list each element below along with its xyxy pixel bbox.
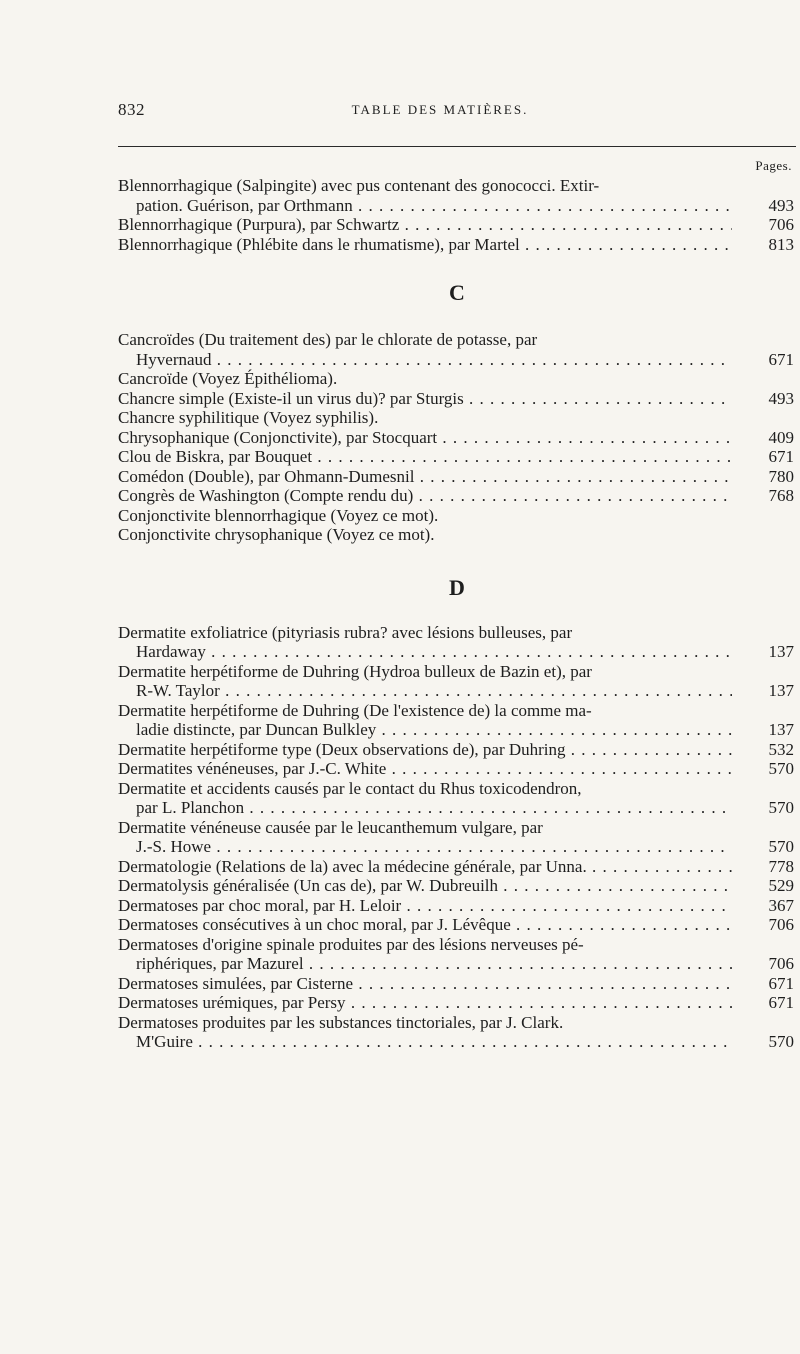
entry-page-number: 137 [768, 681, 794, 700]
index-entry [118, 876, 796, 896]
entry-text-line: M'Guire . . . [118, 1032, 732, 1052]
entry-text-line: J.-S. Howe . . . [118, 837, 732, 857]
entry-text-line: Dermatoses consécutives à un choc moral, par J. Lévêque . . . [118, 915, 732, 935]
entry-text-line: Clou de Biskra, par Bouquet . . . [118, 447, 732, 467]
entry-text-line: Comédon (Double), par Ohmann-Dumesnil . . . [118, 467, 732, 487]
entry-text-line: Dermatologie (Relations de la) avec la médecine générale, par Unna. . . . [118, 857, 732, 877]
entry-text-line: Dermatite vénéneuse causée par le leucanthemum vulgare, par [118, 817, 543, 837]
entry-text-line: Chrysophanique (Conjonctivite), par Stocquart . . . [118, 428, 732, 448]
entry-page-number: 409 [768, 427, 794, 447]
entry-page-number: 570 [768, 798, 794, 817]
entry-page-number: 671 [768, 349, 794, 369]
running-title: TABLE DES MATIÈRES. [351, 102, 529, 117]
index-entry [118, 993, 796, 1013]
index-entry [118, 740, 796, 760]
entry-page-number: 570 [768, 759, 794, 778]
index-entry [118, 935, 796, 974]
entry-text-line: Conjonctivite chrysophanique (Voyez ce mot). [118, 525, 435, 544]
index-entry [118, 215, 796, 235]
entry-text-line: R-W. Taylor . . . [118, 681, 732, 701]
entry-page-number: 778 [768, 856, 794, 876]
entry-page-number: 493 [768, 388, 794, 408]
index-entry [118, 662, 796, 701]
entry-text-line: Congrès de Washington (Compte rendu du) . . . [118, 486, 732, 506]
entry-text-line: Dermatoses produites par les substances tinctoriales, par J. Clark. [118, 1012, 564, 1032]
entry-page-number: 137 [768, 720, 794, 739]
section-letter-c: C [449, 280, 465, 305]
pages-label-row [118, 154, 796, 176]
entry-text-line: riphériques, par Mazurel . . . [118, 954, 732, 974]
index-entry [118, 235, 796, 255]
entry-text-line: Dermatite exfoliatrice (pityriasis rubra? avec lésions bulleuses, par [118, 622, 573, 642]
index-sections [118, 176, 796, 1052]
entry-page-number: 671 [768, 447, 794, 466]
index-entry [118, 467, 796, 487]
index-entry [118, 1013, 796, 1052]
entry-text-line: Dermatite herpétiforme de Duhring (De l'existence de) la comme ma- [118, 700, 592, 720]
index-entry [118, 506, 796, 526]
entry-text-line: ladie distincte, par Duncan Bulkley . . . [118, 720, 732, 740]
entry-text-line: Blennorrhagique (Salpingite) avec pus contenant des gonococci. Extir- [118, 176, 600, 195]
index-entry [118, 857, 796, 877]
index-entry [118, 428, 796, 448]
index-entry [118, 759, 796, 779]
entry-text-line: Dermatoses d'origine spinale produites par des lésions nerveuses pé- [118, 934, 584, 954]
entry-text-line: Chancre simple (Existe-il un virus du)? par Sturgis . . . [118, 389, 732, 409]
entry-text-line: Blennorrhagique (Phlébite dans le rhumatisme), par Martel . . . [118, 235, 732, 255]
index-entry [118, 330, 796, 369]
entry-text-line: Dermatite herpétiforme type (Deux observations de), par Duhring . . . [118, 740, 732, 760]
entry-page-number: 529 [768, 876, 794, 895]
entry-text-line: Dermatoses par choc moral, par H. Leloir . . . [118, 896, 732, 916]
index-entry [118, 896, 796, 916]
running-head [118, 100, 762, 124]
entry-page-number: 813 [768, 234, 794, 254]
entry-page-number: 493 [768, 195, 794, 215]
page-number: 832 [118, 100, 145, 119]
index-entry [118, 818, 796, 857]
entry-page-number: 367 [768, 895, 794, 915]
index-entry [118, 486, 796, 506]
entry-text-line: Cancroïde (Voyez Épithélioma). [118, 369, 338, 388]
entry-text-line: Dermatites vénéneuses, par J.-C. White . . . [118, 759, 732, 779]
index-entry [118, 447, 796, 467]
section-letter-d: D [449, 574, 465, 600]
index-entry [118, 389, 796, 409]
entry-text-line: Cancroïdes (Du traitement des) par le chlorate de potasse, par [118, 330, 538, 349]
entry-page-number: 706 [768, 954, 794, 973]
entry-page-number: 570 [768, 837, 794, 856]
entry-text-line: Dermatoses simulées, par Cisterne . . . [118, 974, 732, 994]
entry-text-line: Chancre syphilitique (Voyez syphilis). [118, 408, 379, 427]
index-entry [118, 779, 796, 818]
entry-text-line: pation. Guérison, par Orthmann . . . [118, 196, 732, 216]
entry-page-number: 768 [768, 486, 794, 505]
index-entry [118, 408, 796, 428]
entry-text-line: Dermatite herpétiforme de Duhring (Hydroa bulleux de Bazin et), par [118, 661, 592, 681]
entry-page-number: 780 [768, 466, 794, 486]
entry-page-number: 137 [768, 642, 794, 661]
entry-text-line: Dermatoses urémiques, par Persy . . . [118, 993, 732, 1013]
entry-text-line: Conjonctivite blennorrhagique (Voyez ce mot). [118, 505, 439, 525]
entry-text-line: Dermatolysis généralisée (Un cas de), par W. Dubreuilh . . . [118, 876, 732, 896]
index-content [118, 154, 796, 1052]
index-entry [118, 701, 796, 740]
entry-text-line: Dermatite et accidents causés par le contact du Rhus toxicodendron, [118, 778, 582, 798]
entry-page-number: 706 [768, 915, 794, 934]
entry-text-line: par L. Planchon . . . [118, 798, 732, 818]
index-entry [118, 974, 796, 994]
entry-page-number: 570 [768, 1032, 794, 1051]
index-entry [118, 369, 796, 389]
index-entry [118, 525, 796, 545]
entry-page-number: 671 [768, 973, 794, 993]
entry-page-number: 532 [768, 739, 794, 759]
entry-text-line: Hardaway . . . [118, 642, 732, 662]
pages-column-label: Pages. [755, 158, 792, 173]
entry-text-line: Blennorrhagique (Purpura), par Schwartz . . . [118, 215, 732, 235]
entry-text-line: Hyvernaud . . . [118, 350, 732, 370]
header-rule [118, 146, 796, 147]
index-entry [118, 176, 796, 215]
entry-page-number: 706 [768, 215, 794, 234]
index-entry [118, 915, 796, 935]
entry-page-number: 671 [768, 993, 794, 1012]
index-entry [118, 623, 796, 662]
